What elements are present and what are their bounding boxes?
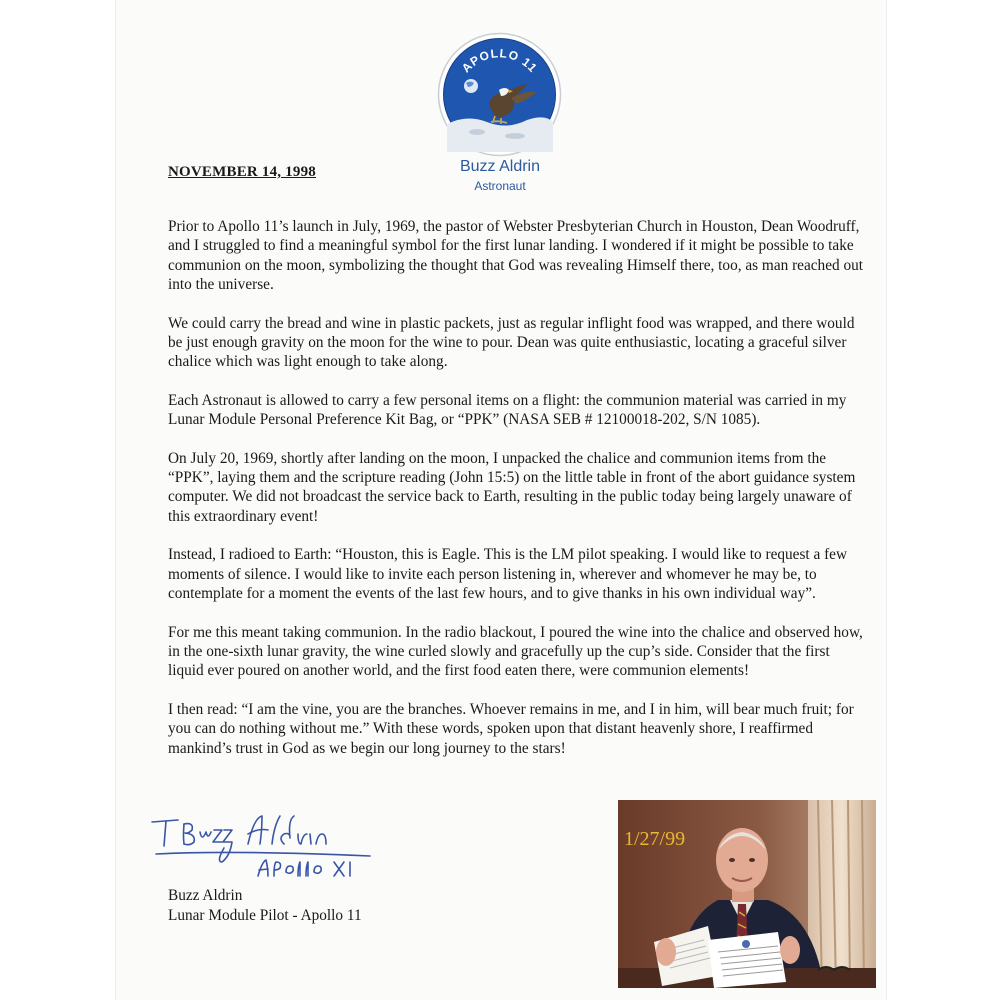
paragraph: I then read: “I am the vine, you are the branches. Whoever remains in me, and I in him, will bear much fruit; for you can do nothing without me.” With these words, spoken upon that distant heavenly shore, I reaffirmed mankind’s trust in God as we begin our long journey to the stars!	[168, 700, 854, 757]
letter-body	[168, 217, 868, 777]
signer-role: Lunar Module Pilot - Apollo 11	[168, 907, 362, 924]
paragraph: We could carry the bread and wine in plastic packets, just as regular inflight food was wrapped, and there would be just enough gravity on the moon for the wine to pour. Dean was quite enthusiastic, locating a graceful silver chalice which was light enough to take along.	[168, 314, 855, 371]
svg-text:APOLLO 11: APOLLO 11	[458, 46, 541, 76]
paragraph: Instead, I radioed to Earth: “Houston, this is Eagle. This is the LM pilot speaking. I would like to request a few moments of silence. I would like to invite each person listening in, wherever and whomever he may be, to contemplate for a moment the events of the last few hours, and to give thanks in his own individual way”.	[168, 546, 848, 603]
photo-date-stamp: 1/27/99	[624, 828, 686, 850]
letter-date: NOVEMBER 14, 1998	[168, 164, 316, 180]
letterhead-title: Astronaut	[474, 179, 526, 193]
apollo-11-patch-icon	[437, 32, 562, 157]
paragraph: Prior to Apollo 11’s launch in July, 1969, the pastor of Webster Presbyterian Church in Houston, Dean Woodruff, and I struggled to find a meaningful symbol for the first lunar landing. I wondered if it might be possible to take communion on the moon, symbolizing the thought that God was revealing Himself there, too, as man reached out into the universe.	[168, 218, 864, 294]
paragraph: For me this meant taking communion. In the radio blackout, I poured the wine into the chalice and observed how, in the one-sixth lunar gravity, the wine curled slowly and gracefully up the cup’s side. Consider that the first liquid ever poured on another world, and the first food eaten there, were communion elements!	[168, 623, 863, 680]
letterhead-name: Buzz Aldrin	[459, 158, 541, 175]
signer-name: Buzz Aldrin	[168, 887, 243, 904]
paragraph: Each Astronaut is allowed to carry a few personal items on a flight: the communion material was carried in my Lunar Module Personal Preference Kit Bag, or “PPK” (NASA SEB # 12100018-202, S/N 1085).	[168, 391, 847, 429]
handwritten-signature	[150, 800, 390, 890]
paragraph: On July 20, 1969, shortly after landing on the moon, I unpacked the chalice and communion items from the “PPK”, laying them and the scripture reading (John 15:5) on the little table in front of the abort guidance system computer. We did not broadcast the service back to Earth, resulting in the public today being largely unaware of this extraordinary event!	[168, 449, 856, 525]
